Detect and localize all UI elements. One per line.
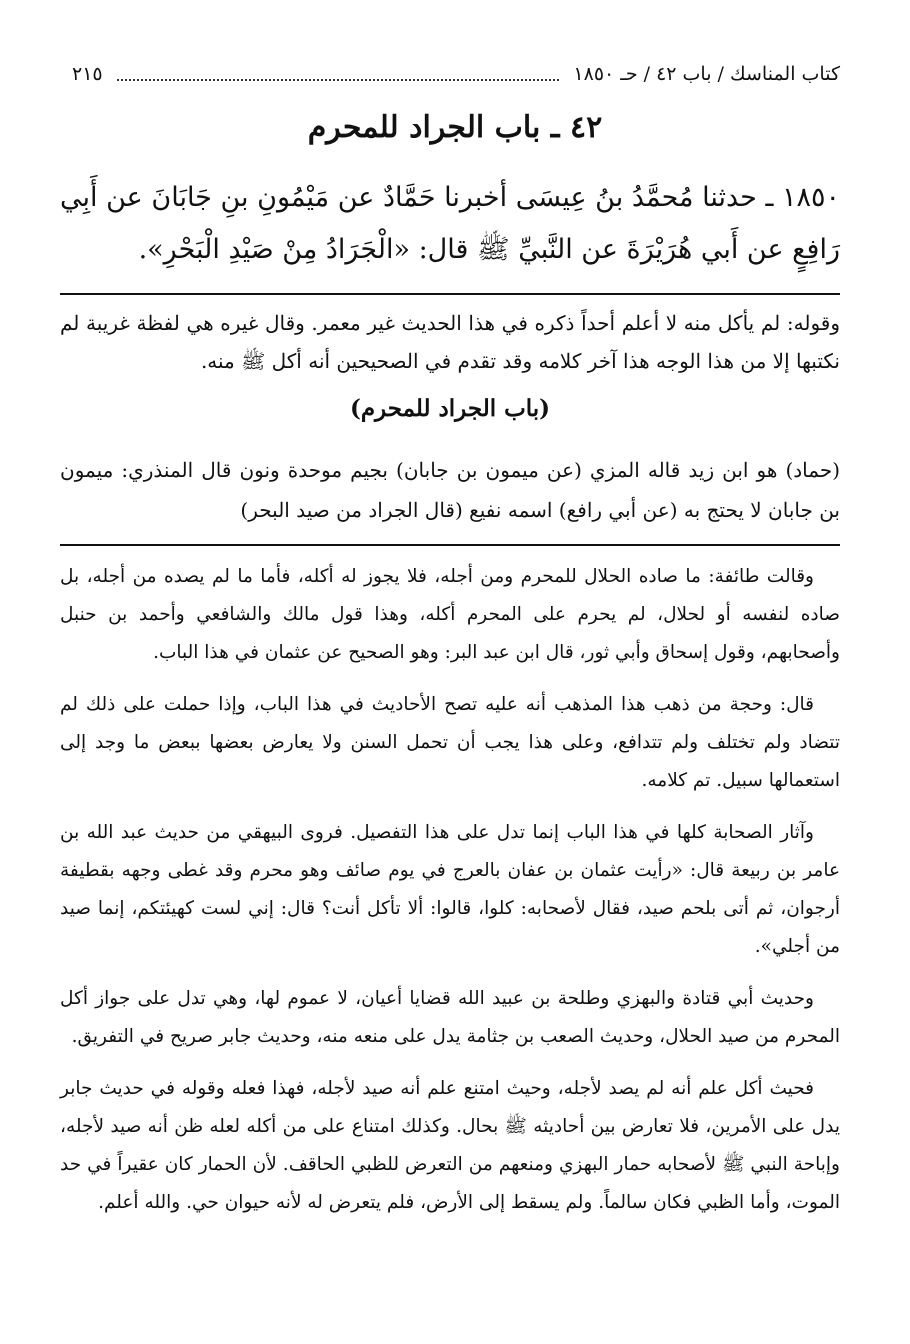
paragraph: وحديث أبي قتادة والبهزي وطلحة بن عبيد الله قضايا أعيان، لا عموم لها، وهي تدل على جواز أكل المحرم من صيد الحلال، وحديث الصعب بن جثامة يدل على منعه منه، وحديث جابر صريح في التفريق. xyxy=(60,988,840,1047)
dotted-leader xyxy=(117,67,560,81)
subsection-title: (باب الجراد للمحرم) xyxy=(349,395,551,422)
chapter-title: ٤٢ ـ باب الجراد للمحرم xyxy=(307,110,603,145)
commentary-text: وقوله: لم يأكل منه لا أعلم أحداً ذكره في هذا الحديث غير معمر. وقال غيره هي لفظة غريبة لم نكتبها إلا من هذا الوجه هذا آخر كلامه وقد تقدم في الصحيحين أنه أكل ﷺ منه. xyxy=(60,311,840,373)
page-number: ٢١٥ xyxy=(72,63,103,85)
hadith-text: ١٨٥٠ ـ حدثنا مُحمَّدُ بنُ عِيسَى أخبرنا حَمَّادٌ عن مَيْمُونِ بنِ جَابَانَ عن أَبِي رَافِعٍ عن أَبي هُرَيْرَةَ عن النَّبيِّ ﷺ قال: «الْجَرَادُ مِنْ صَيْدِ الْبَحْرِ». xyxy=(60,182,840,265)
paragraph: فحيث أكل علم أنه لم يصد لأجله، وحيث امتنع علم أنه صيد لأجله، فهذا فعله وقوله في حديث جابر يدل على الأمرين، فلا تعارض بين أحاديثه ﷺ بحال. وكذلك امتناع على من أكله لعله ظن أنه صيد لأجله، وإباحة النبي ﷺ لأصحابه حمار البهزي ومنعهم من التعرض للظبي الحاقف. لأن الحمار كان عقيراً في حد الموت، وأما الظبي فكان سالماً. ولم يسقط إلى الأرض، فلم يتعرض له لأنه حيوان حي. والله أعلم. xyxy=(60,1078,840,1213)
divider-line-bottom xyxy=(60,544,840,546)
sharh-text: (حماد) هو ابن زيد قاله المزي (عن ميمون بن جابان) بجيم موحدة ونون قال المنذري: ميمون بن جابان لا يحتج به (عن أبي رافع) اسمه نفيع (قال الجراد من صيد البحر) xyxy=(60,458,840,522)
body-text xyxy=(60,558,840,1236)
running-header xyxy=(72,58,840,90)
paragraph: قال: وحجة من ذهب هذا المذهب أنه عليه تصح الأحاديث في هذا الباب، وإذا حملت على ذلك لم تتضاد ولم تختلف ولم تتدافع، وعلى هذا يجب أن تحمل السنن ولا يعارض بعضها ببعض ما وجد إلى استعمالها سبيل. تم كلامه. xyxy=(60,694,840,791)
paragraph: وقالت طائفة: ما صاده الحلال للمحرم ومن أجله، فلا يجوز له أكله، فأما ما لم يصده من أجله، بل صاده لنفسه أو لحلال، لم يحرم على المحرم أكله، وهذا قول مالك والشافعي وأحمد بن حنبل وأصحابهم، وقول إسحاق وأبي ثور، قال ابن عبد البر: وهو الصحيح عن عثمان في هذا الباب. xyxy=(60,566,840,663)
divider-line-top xyxy=(60,293,840,295)
running-title: كتاب المناسك / باب ٤٢ / حـ ١٨٥٠ xyxy=(573,63,840,85)
paragraph: وآثار الصحابة كلها في هذا الباب إنما تدل على هذا التفصيل. فروى البيهقي من حديث عبد الله بن عامر بن ربيعة قال: «رأيت عثمان بن عفان بالعرج في يوم صائف وهو محرم وقد غطى وجهه بقطيفة أرجوان، ثم أتى بلحم صيد، فقال لأصحابه: كلوا، قالوا: ألا تأكل أنت؟ قال: إني لست كهيئتكم، إنما صيد من أجلي». xyxy=(60,822,840,957)
